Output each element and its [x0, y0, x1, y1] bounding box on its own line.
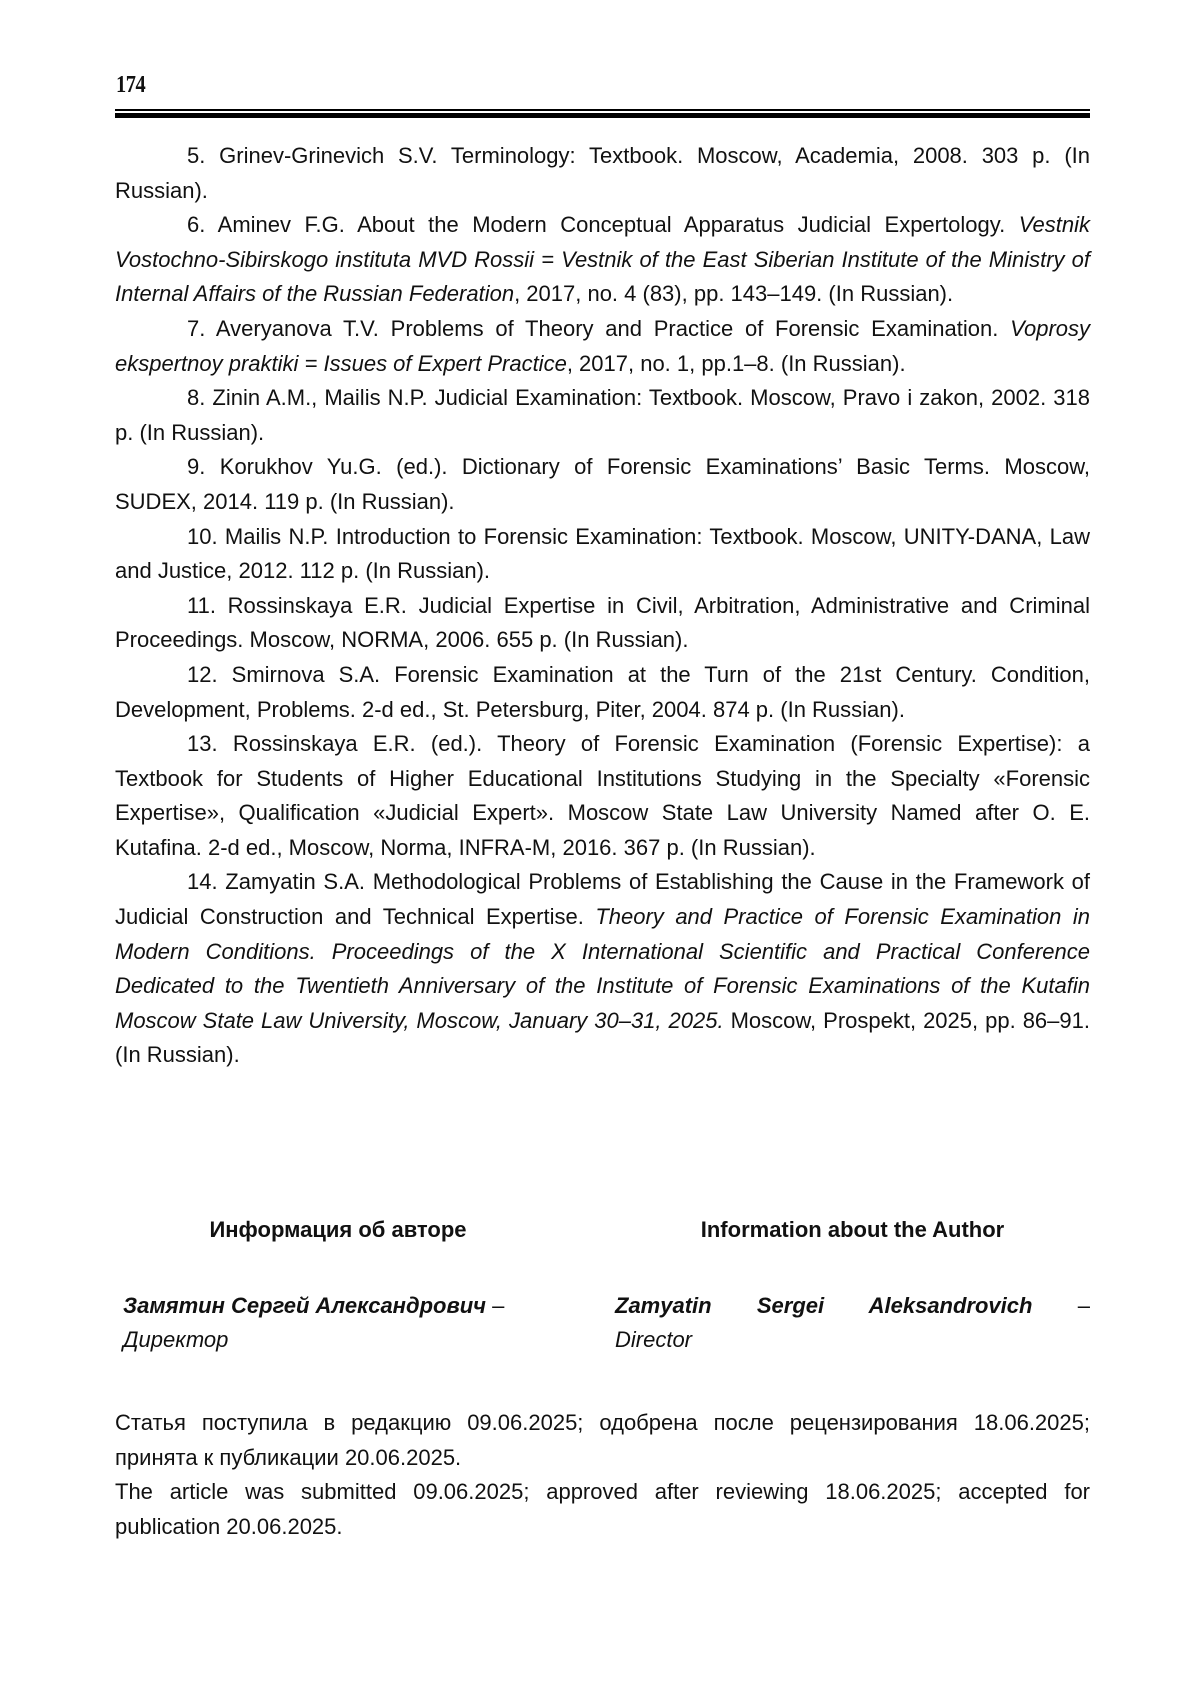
author-name-line-ru	[123, 1289, 553, 1323]
author-dash-ru: –	[486, 1293, 505, 1318]
reference-text: , 2017, no. 1, pp.1–8. (In Russian).	[566, 350, 906, 376]
reference-item	[115, 520, 1090, 589]
article-dates	[115, 1406, 1090, 1544]
reference-source-title: Voprosy ekspertnoy praktiki = Issues of Expert Practice	[115, 315, 1090, 376]
header-rule-thick	[115, 113, 1090, 118]
reference-item	[115, 589, 1090, 658]
reference-text: Mailis N.P. Introduction to Forensic Examination: Textbook. Moscow, UNITY-DANA, Law and Justice, 2012. 112 p. (In Russian).	[115, 523, 1090, 584]
author-info-ru	[123, 1213, 553, 1357]
author-info-en	[615, 1213, 1090, 1357]
author-info-heading-en: Information about the Author	[700, 1217, 1005, 1242]
reference-item	[115, 208, 1090, 312]
header-rule-thin	[115, 109, 1090, 111]
reference-number: 9.	[187, 454, 206, 480]
reference-source-title: Vestnik Vostochno-Sibirskogo instituta MVD Rossii = Vestnik of the East Siberian Institute of the Ministry of Internal Affairs of the Russian Federation	[115, 212, 1091, 307]
reference-text: Aminev F.G. About the Modern Conceptual Apparatus Judicial Expertology.	[217, 212, 1019, 238]
reference-text: Smirnova S.A. Forensic Examination at the Turn of the 21st Century. Condition, Development, Problems. 2-d ed., St. Petersburg, Piter, 2004. 874 p. (In Russian).	[115, 661, 1090, 722]
reference-number: 10.	[187, 523, 218, 549]
author-name-line-en	[615, 1289, 1090, 1323]
reference-item	[115, 450, 1090, 519]
reference-number: 5.	[187, 143, 206, 168]
reference-text: Moscow, Prospekt, 2025, pp. 86–91. (In Russian).	[115, 1007, 1090, 1068]
reference-item	[115, 727, 1090, 865]
reference-number: 7.	[187, 315, 206, 341]
reference-text: Korukhov Yu.G. (ed.). Dictionary of Forensic Examinations’ Basic Terms. Moscow, SUDEX, 2014. 119 p. (In Russian).	[115, 454, 1090, 514]
reference-item	[115, 312, 1090, 381]
author-name-en: Zamyatin Sergei Aleksandrovich	[615, 1293, 1033, 1318]
article-dates-en: The article was submitted 09.06.2025; approved after reviewing 18.06.2025; accepted for publication 20.06.2025.	[115, 1479, 1090, 1539]
reference-source-title: Theory and Practice of Forensic Examination in Modern Conditions. Proceedings of the X International Scientific and Practical Conference Dedicated to the Twentieth Anniversary of the Institute of Forensic Examinations of the Kutafin Moscow State Law University, Moscow, January 30–31, 2025.	[115, 904, 1090, 1033]
reference-text: , 2017, no. 4 (83), pp. 143–149. (In Russian).	[514, 281, 954, 307]
author-info-heading-ru: Информация об авторе	[209, 1217, 467, 1242]
reference-text: Rossinskaya E.R. Judicial Expertise in Civil, Arbitration, Administrative and Criminal Proceedings. Moscow, NORMA, 2006. 655 p. (In Russian).	[115, 592, 1090, 653]
reference-item	[115, 658, 1090, 727]
reference-text: Zamyatin S.A. Methodological Problems of Establishing the Cause in the Framework of Judicial Construction and Technical Expertise.	[115, 869, 1090, 930]
reference-item	[115, 381, 1090, 450]
reference-number: 8.	[187, 385, 206, 411]
reference-text: Zinin A.M., Mailis N.P. Judicial Examination: Textbook. Moscow, Pravo i zakon, 2002. 318 p. (In Russian).	[115, 385, 1090, 445]
reference-text: Rossinskaya E.R. (ed.). Theory of Forensic Examination (Forensic Expertise): a Textbook for Students of Higher Educational Institutions Studying in the Specialty «Forensic Expertise», Qualification «Judicial Expert». Moscow State Law University Named after O. E. Kutafina. 2-d ed., Moscow, Norma, INFRA-M, 2016. 367 p. (In Russian).	[115, 731, 1090, 860]
reference-item	[115, 139, 1090, 208]
page-number: 174	[116, 72, 146, 98]
author-name-ru: Замятин Сергей Александрович	[123, 1293, 486, 1318]
article-dates-ru: Статья поступила в редакцию 09.06.2025; одобрена после рецензирования 18.06.2025; принята к публикации 20.06.2025.	[115, 1410, 1090, 1470]
reference-number: 12.	[187, 661, 218, 687]
reference-number: 14.	[187, 869, 218, 895]
reference-number: 6.	[187, 212, 206, 238]
reference-text: Averyanova T.V. Problems of Theory and Practice of Forensic Examination.	[215, 315, 1011, 341]
author-dash-en: –	[1032, 1293, 1090, 1318]
author-position-ru: Директор	[123, 1327, 229, 1352]
reference-item	[115, 865, 1090, 1073]
reference-number: 11.	[187, 592, 216, 618]
author-position-en: Director	[615, 1327, 693, 1352]
reference-number: 13.	[187, 731, 218, 757]
reference-text: Grinev-Grinevich S.V. Terminology: Textbook. Moscow, Academia, 2008. 303 p. (In Russian).	[115, 143, 1090, 203]
references-list	[115, 139, 1090, 1073]
